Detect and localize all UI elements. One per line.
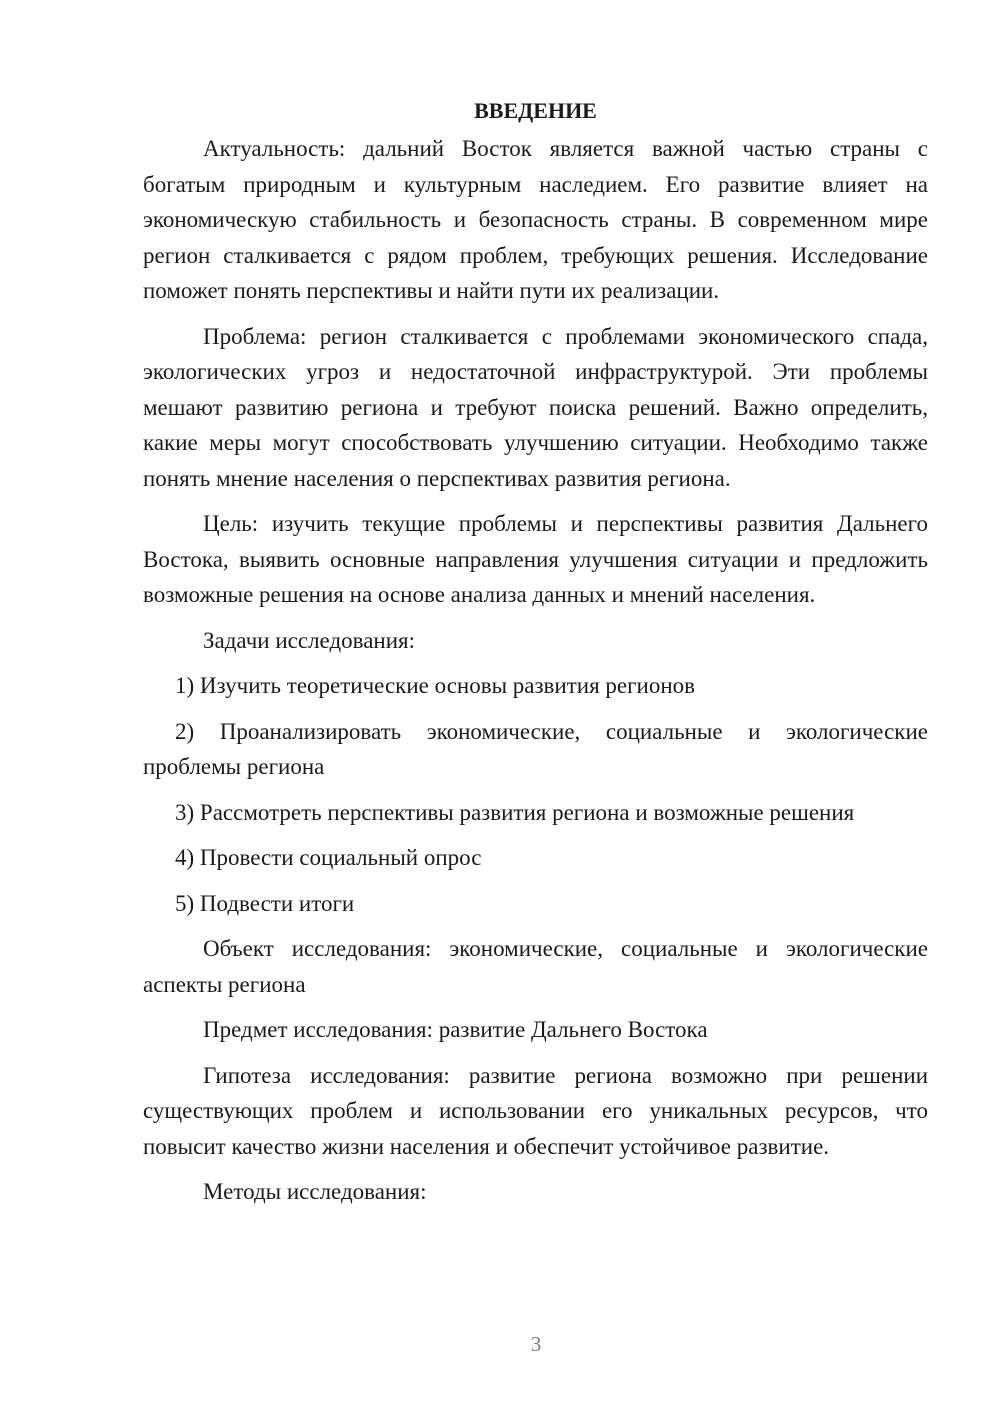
hypothesis-paragraph: Гипотеза исследования: развитие региона возможно при решении существующих проблем и использовании его уникальных ресурсов, что повысит качество жизни населения и обеспечит устойчивое развитие. (143, 1062, 928, 1159)
task-item-5: 5) Подвести итоги (175, 890, 355, 916)
methods-paragraph: Методы исследования: (203, 1179, 427, 1204)
tasks-list (143, 668, 928, 921)
relevance-paragraph: Актуальность: дальний Восток является важной частью страны с богатым природным и культурным наследием. Его развитие влияет на экономическую стабильность и безопасность страны. В современном мире регион сталкивается с рядом проблем, требующих решения. Исследование поможет понять перспективы и найти пути их реализации. (143, 136, 928, 303)
problem-paragraph: Проблема: регион сталкивается с проблемами экономического спада, экологических угроз и недостаточной инфраструктурой. Эти проблемы мешают развитию региона и требуют поиска решений. Важно определить, какие меры могут способствовать улучшению ситуации. Необходимо также понять мнение населения о перспективах развития региона. (143, 323, 928, 491)
page-number: 3 (530, 1332, 542, 1356)
tasks-heading: Задачи исследования: (203, 627, 416, 653)
object-paragraph: Объект исследования: экономические, социальные и экологические аспекты региона (143, 936, 928, 997)
task-item-3: 3) Рассмотреть перспективы развития региона и возможные решения (175, 799, 855, 825)
page-content (143, 96, 928, 1220)
task-item-4: 4) Провести социальный опрос (175, 845, 482, 870)
goal-paragraph: Цель: изучить текущие проблемы и перспективы развития Дальнего Востока, выявить основные направления улучшения ситуации и предложить возможные решения на основе анализа данных и мнений населения. (143, 511, 928, 607)
subject-paragraph: Предмет исследования: развитие Дальнего Востока (203, 1017, 708, 1042)
task-item-2: 2) Проанализировать экономические, социальные и экологические проблемы региона (143, 718, 928, 779)
section-title: ВВЕДЕНИЕ (474, 98, 597, 123)
task-item-1: 1) Изучить теоретические основы развития регионов (175, 673, 696, 698)
